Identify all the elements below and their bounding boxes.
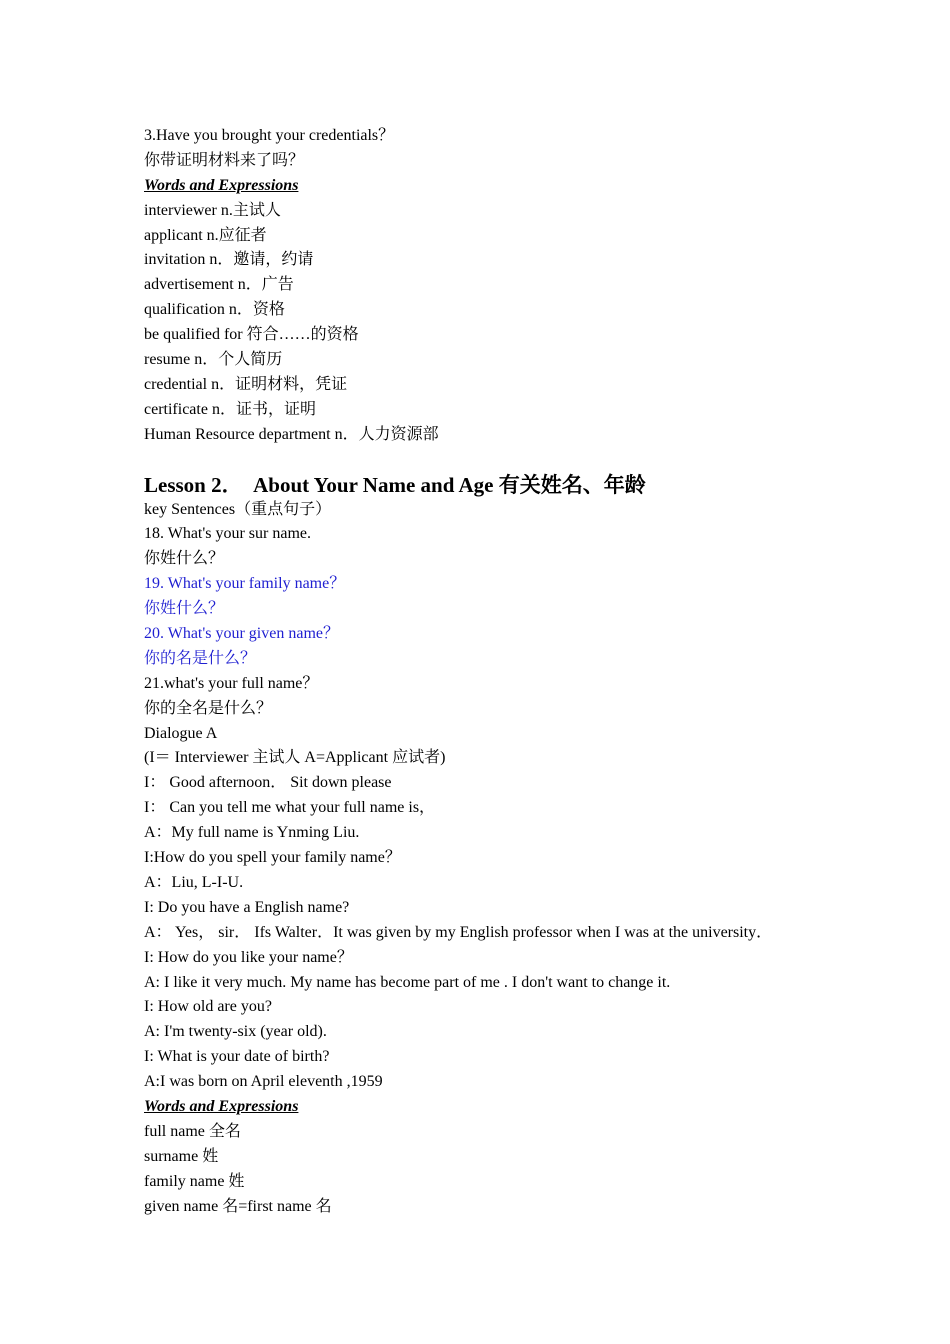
text-line: 21.what's your full name？ <box>144 674 319 692</box>
section-heading: Words and Expressions <box>144 1097 299 1115</box>
section-gap <box>144 448 824 472</box>
text-line: A: I'm twenty-six (year old). <box>144 1023 327 1041</box>
text-line: I： Good afternoon． Sit down please <box>144 774 392 792</box>
text-line: key Sentences（重点句子） <box>144 500 332 518</box>
text-line: 19. What's your family name？ <box>144 575 346 593</box>
text-line: 你的全名是什么？ <box>144 699 273 717</box>
text-line: qualification n．资格 <box>144 301 285 319</box>
text-line: advertisement n．广告 <box>144 276 294 294</box>
text-line: 20. What's your given name？ <box>144 625 339 643</box>
text-line: Human Resource department n．人力资源部 <box>144 425 439 443</box>
text-line: applicant n.应征者 <box>144 226 267 244</box>
text-line: 你姓什么？ <box>144 600 225 618</box>
text-line: A: I like it very much. My name has become part of me . I don't want to change it. <box>144 973 671 991</box>
text-line: A：My full name is Ynming Liu. <box>144 824 360 842</box>
text-line: Dialogue A <box>144 724 218 742</box>
text-line: 3.Have you brought your credentials？ <box>144 127 395 144</box>
text-line: I: How do you like your name？ <box>144 948 353 966</box>
text-line: A： Yes， sir． Ifs Walter．It was given by my English professor when I was at the university． <box>144 923 773 941</box>
text-line: surname 姓 <box>144 1147 219 1165</box>
text-line: I:How do you spell your family name？ <box>144 849 401 867</box>
lesson2-section <box>144 498 824 1220</box>
text-line: A:I was born on April eleventh ,1959 <box>144 1073 383 1091</box>
text-line: given name 名=first name 名 <box>144 1197 332 1215</box>
text-line: be qualified for 符合……的资格 <box>144 326 359 344</box>
text-line: A：Liu, L-I-U. <box>144 873 244 891</box>
document-page <box>144 124 824 1219</box>
text-line: I: Do you have a English name? <box>144 898 350 916</box>
text-line: family name 姓 <box>144 1172 245 1190</box>
lesson1-section <box>144 124 824 448</box>
text-line: 你带证明材料来了吗？ <box>144 151 305 169</box>
text-line: I： Can you tell me what your full name is， <box>144 799 436 817</box>
text-line: interviewer n.主试人 <box>144 201 281 219</box>
text-line: 你的名是什么？ <box>144 649 257 667</box>
text-line: resume n．个人简历 <box>144 351 283 369</box>
text-line: I: How old are you? <box>144 998 272 1016</box>
text-line: I: What is your date of birth? <box>144 1048 330 1066</box>
text-line: credential n．证明材料，凭证 <box>144 375 348 393</box>
text-line: (I＝ Interviewer 主试人 A=Applicant 应试者) <box>144 749 446 767</box>
text-line: 18. What's your sur name. <box>144 525 311 543</box>
text-line: invitation n．邀请，约请 <box>144 251 314 269</box>
text-line: 你姓什么？ <box>144 550 225 568</box>
section-heading: Words and Expressions <box>144 176 299 194</box>
text-line: certificate n．证书，证明 <box>144 400 316 418</box>
lesson2-title: Lesson 2． About Your Name and Age 有关姓名、年龄 <box>144 472 646 497</box>
text-line: full name 全名 <box>144 1122 241 1140</box>
